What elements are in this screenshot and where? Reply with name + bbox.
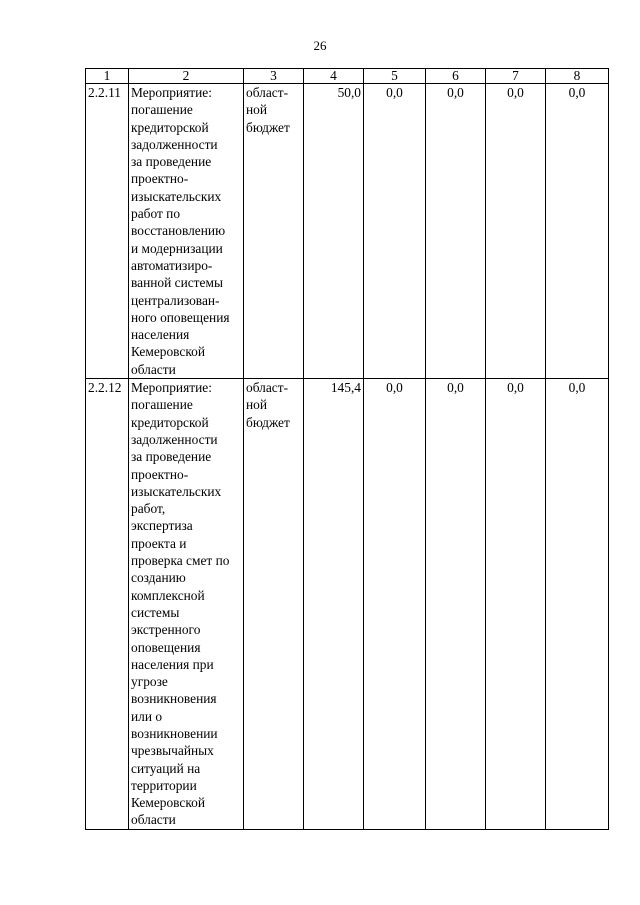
header-row (86, 69, 609, 84)
row-description: Мероприятие: погашение кредиторской задолженности за проведение проектно- изыскательских работ, экспертиза проекта и проверка смет по созданию комплексной системы экстренного оповещения населения при угрозе возникновения или о возникновении чрезвычайных ситуаций на территории Кемеровской области (129, 379, 244, 830)
header-col-5: 5 (364, 69, 426, 84)
table-row (86, 84, 609, 379)
row-value-col6: 0,0 (426, 379, 486, 830)
header-col-4: 4 (304, 69, 364, 84)
header-col-8: 8 (546, 69, 609, 84)
header-col-7: 7 (486, 69, 546, 84)
row-value-col4: 145,4 (304, 379, 364, 830)
row-funding-source: област- ной бюджет (244, 84, 304, 379)
row-value-col8: 0,0 (546, 84, 609, 379)
row-value-col8: 0,0 (546, 379, 609, 830)
header-col-3: 3 (244, 69, 304, 84)
row-value-col5: 0,0 (364, 379, 426, 830)
row-value-col5: 0,0 (364, 84, 426, 379)
table-row (86, 379, 609, 830)
row-value-col6: 0,0 (426, 84, 486, 379)
row-value-col7: 0,0 (486, 379, 546, 830)
row-description: Мероприятие: погашение кредиторской задолженности за проведение проектно- изыскательских работ по восстановлению и модернизации автоматизиро- ванной системы централизован- ного оповещения населения Кемеровской области (129, 84, 244, 379)
row-code: 2.2.12 (86, 379, 129, 830)
row-value-col7: 0,0 (486, 84, 546, 379)
row-code: 2.2.11 (86, 84, 129, 379)
header-col-1: 1 (86, 69, 129, 84)
header-col-6: 6 (426, 69, 486, 84)
budget-table (85, 68, 609, 830)
row-funding-source: област- ной бюджет (244, 379, 304, 830)
page-number: 26 (313, 38, 327, 53)
header-col-2: 2 (129, 69, 244, 84)
row-value-col4: 50,0 (304, 84, 364, 379)
